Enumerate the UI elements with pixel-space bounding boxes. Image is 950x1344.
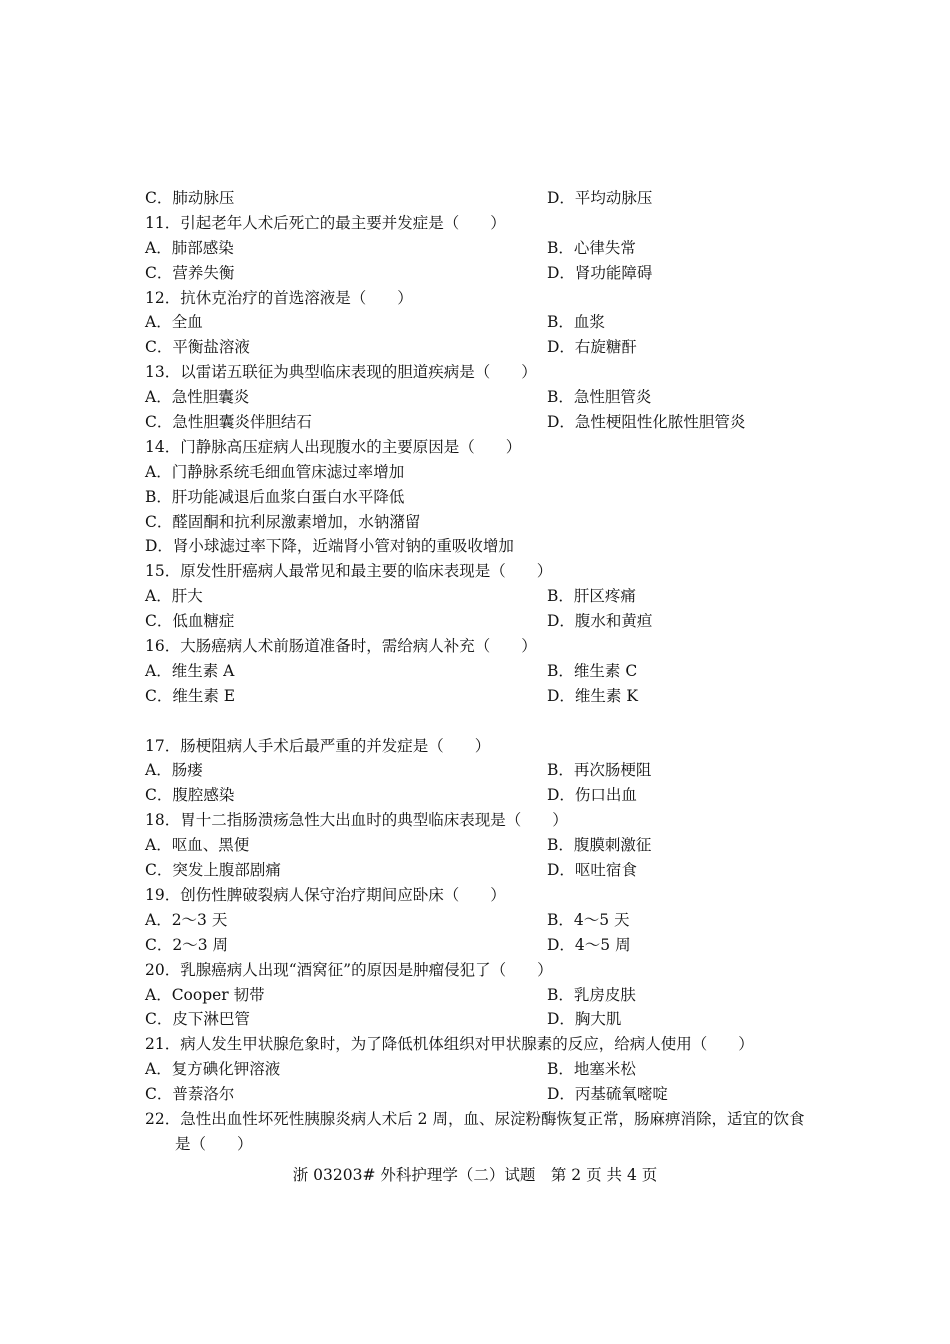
option-right: D．急性梗阻性化脓性胆管炎: [547, 413, 746, 432]
option-row: [145, 310, 815, 335]
question-text: 17．肠梗阻病人手术后最严重的并发症是（ ）: [145, 736, 491, 755]
option-row: [145, 410, 815, 435]
option-left: A．2～3 天: [145, 910, 228, 929]
question-text: 18．胃十二指肠溃疡急性大出血时的典型临床表现是（ ）: [145, 811, 568, 830]
option-right: D．丙基硫氧嘧啶: [547, 1085, 668, 1104]
option-right: D．伤口出血: [547, 786, 637, 805]
option-left: C．2～3 周: [145, 935, 229, 954]
option-left: A．复方碘化钾溶液: [145, 1060, 281, 1079]
question-text: 12．抗休克治疗的首选溶液是（ ）: [145, 288, 413, 307]
option-right: D．呕吐宿食: [547, 861, 637, 880]
option-right: D．维生素 K: [547, 686, 638, 705]
option-row: [145, 659, 815, 684]
option-left: C．普萘洛尔: [145, 1085, 235, 1104]
option-right: B．4～5 天: [547, 910, 630, 929]
question-text: 19．创伤性脾破裂病人保守治疗期间应卧床（ ）: [145, 885, 506, 904]
option-right: D．腹水和黄疸: [547, 612, 653, 631]
question-text: B．肝功能减退后血浆白蛋白水平降低: [145, 487, 405, 506]
option-right: B．心律失常: [547, 238, 636, 257]
question-text: 20．乳腺癌病人出现“酒窝征”的原因是肿瘤侵犯了（ ）: [145, 960, 553, 979]
option-left: A．急性胆囊炎: [145, 388, 250, 407]
option-left: C．腹腔感染: [145, 786, 235, 805]
option-left: A．全血: [145, 313, 203, 332]
option-left: C．平衡盐溶液: [145, 338, 250, 357]
option-left: C．皮下淋巴管: [145, 1010, 250, 1029]
option-right: B．地塞米松: [547, 1060, 636, 1079]
option-right: D．胸大肌: [547, 1010, 622, 1029]
question-text: 21．病人发生甲状腺危象时，为了降低机体组织对甲状腺素的反应，给病人使用（ ）: [145, 1035, 754, 1054]
option-right: D．平均动脉压: [547, 189, 653, 207]
option-right: D．右旋糖酐: [547, 338, 637, 357]
option-right: D．4～5 周: [547, 935, 631, 954]
blank-line: [145, 709, 815, 734]
option-row: [145, 983, 815, 1008]
option-right: B．肝区疼痛: [547, 587, 636, 606]
option-row: [145, 908, 815, 933]
option-row: [145, 261, 815, 286]
question-text: D．肾小球滤过率下降，近端肾小管对钠的重吸收增加: [145, 537, 514, 556]
option-right: B．维生素 C: [547, 661, 638, 680]
option-row: [145, 609, 815, 634]
exam-question-list: [145, 186, 815, 1157]
option-row: [145, 758, 815, 783]
question-text: 11．引起老年人术后死亡的最主要并发症是（ ）: [145, 213, 506, 232]
option-row: [145, 783, 815, 808]
option-row: [145, 933, 815, 958]
option-right: B．急性胆管炎: [547, 388, 652, 407]
option-right: B．乳房皮肤: [547, 985, 636, 1004]
option-row: [145, 1057, 815, 1082]
option-left: A．肺部感染: [145, 238, 234, 257]
option-row: [145, 385, 815, 410]
question-text: C．醛固酮和抗利尿激素增加，水钠潴留: [145, 512, 421, 531]
option-row: [145, 584, 815, 609]
option-left: A．肝大: [145, 587, 203, 606]
option-row: [145, 1007, 815, 1032]
option-right: D．肾功能障碍: [547, 263, 653, 282]
question-text: 22．急性出血性坏死性胰腺炎病人术后 2 周，血、尿淀粉酶恢复正常，肠麻痹消除，适宜的饮食是（ ）: [145, 1109, 805, 1153]
option-row: [145, 1082, 815, 1107]
option-row: [145, 684, 815, 709]
option-row: [145, 858, 815, 883]
option-left: A．维生素 A: [145, 661, 235, 680]
option-right: B．腹膜刺激征: [547, 836, 652, 855]
question-text: 16．大肠癌病人术前肠道准备时，需给病人补充（ ）: [145, 637, 537, 656]
page-footer: 浙 03203# 外科护理学（二）试题 第 2 页 共 4 页: [292, 1166, 658, 1184]
option-left: C．急性胆囊炎伴胆结石: [145, 413, 312, 432]
question-text: A．门静脉系统毛细血管床滤过率增加: [145, 462, 405, 481]
option-left: C．低血糖症: [145, 612, 235, 631]
option-row: [145, 186, 815, 211]
question-text: 14．门静脉高压症病人出现腹水的主要原因是（ ）: [145, 437, 522, 456]
option-right: B．血浆: [547, 313, 605, 332]
option-left: C．肺动脉压: [145, 189, 235, 207]
option-right: B．再次肠梗阻: [547, 761, 652, 780]
option-row: [145, 833, 815, 858]
option-left: C．突发上腹部剧痛: [145, 861, 281, 880]
question-text: 13．以雷诺五联征为典型临床表现的胆道疾病是（ ）: [145, 363, 537, 382]
option-left: A．呕血、黑便: [145, 836, 250, 855]
option-left: C．维生素 E: [145, 686, 236, 705]
option-left: A．Cooper 韧带: [145, 985, 265, 1004]
question-text: 15．原发性肝癌病人最常见和最主要的临床表现是（ ）: [145, 562, 553, 581]
option-row: [145, 236, 815, 261]
option-row: [145, 335, 815, 360]
option-left: A．肠瘘: [145, 761, 203, 780]
option-left: C．营养失衡: [145, 263, 235, 282]
